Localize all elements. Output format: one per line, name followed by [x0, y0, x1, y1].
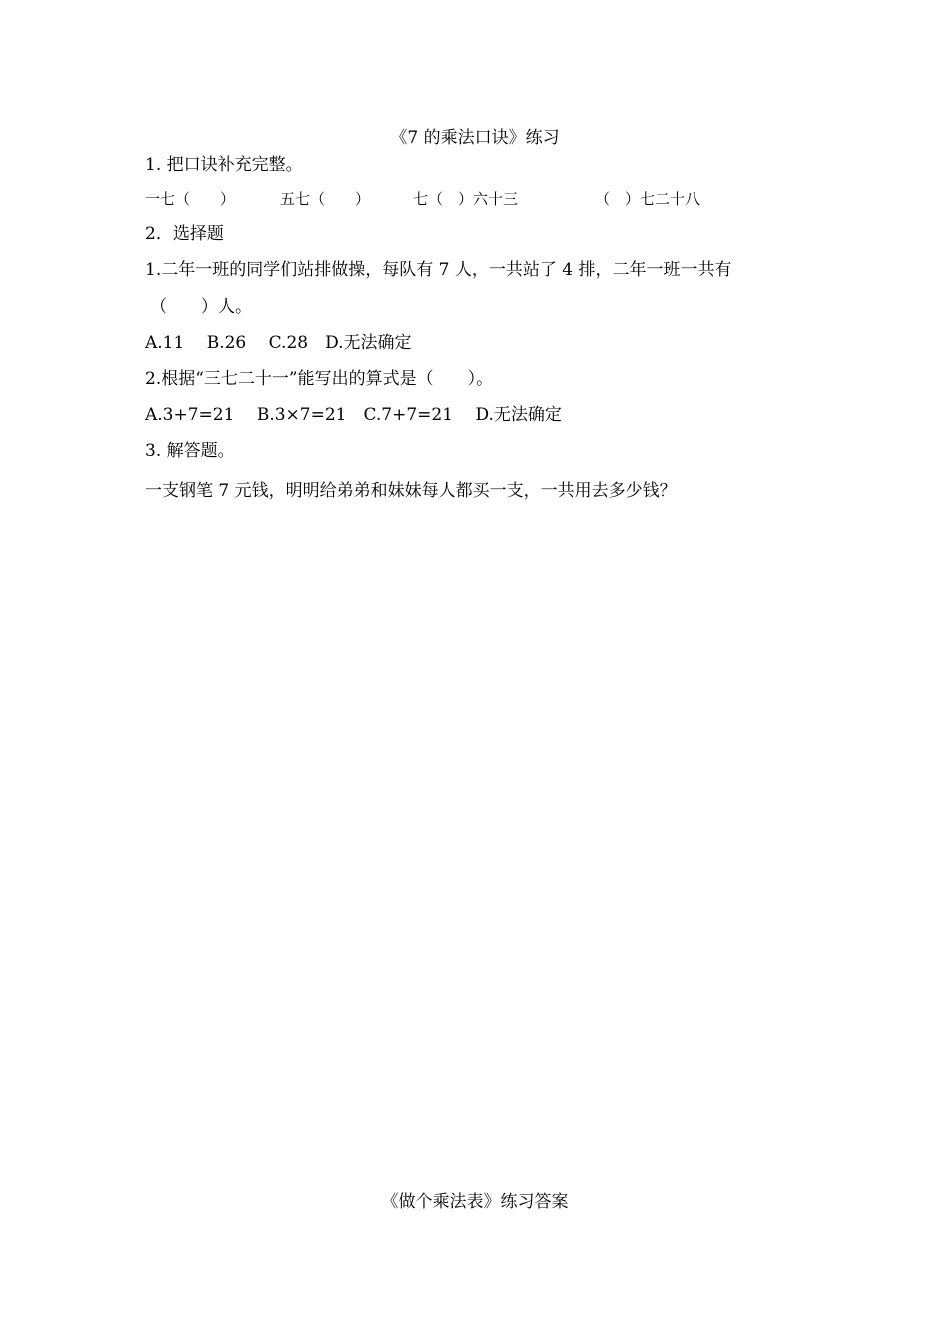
- question-3-text: 一支钢笔 7 元钱，明明给弟弟和妹妹每人都买一支，一共用去多少钱？: [145, 481, 677, 501]
- question-2-2-text: 2.根据“三七二十一”能写出的算式是（ ）。: [145, 369, 494, 389]
- fill-item-2: 五七（ ）: [280, 190, 371, 208]
- question-1-heading: 1. 把口诀补充完整。: [145, 155, 303, 175]
- fill-item-4: （ ）七二十八: [595, 190, 701, 208]
- question-2-heading: 2．选择题: [145, 224, 224, 244]
- answer-section-title: 《做个乘法表》练习答案: [381, 1192, 569, 1212]
- page-title: 《7 的乘法口诀》练习: [390, 128, 560, 148]
- fill-item-1: 一七（ ）: [145, 190, 236, 208]
- question-2-2-options: A.3+7=21 B.3×7=21 C.7+7=21 D.无法确定: [145, 405, 562, 425]
- question-3-heading: 3. 解答题。: [145, 441, 235, 461]
- question-2-1-options: A.11 B.26 C.28 D.无法确定: [145, 333, 412, 353]
- question-2-1-line-2: （ ）人。: [150, 297, 252, 317]
- question-2-1-line-1: 1.二年一班的同学们站排做操，每队有 7 人，一共站了 4 排，二年一班一共有: [145, 260, 732, 280]
- fill-item-3: 七（ ）六十三: [413, 190, 519, 208]
